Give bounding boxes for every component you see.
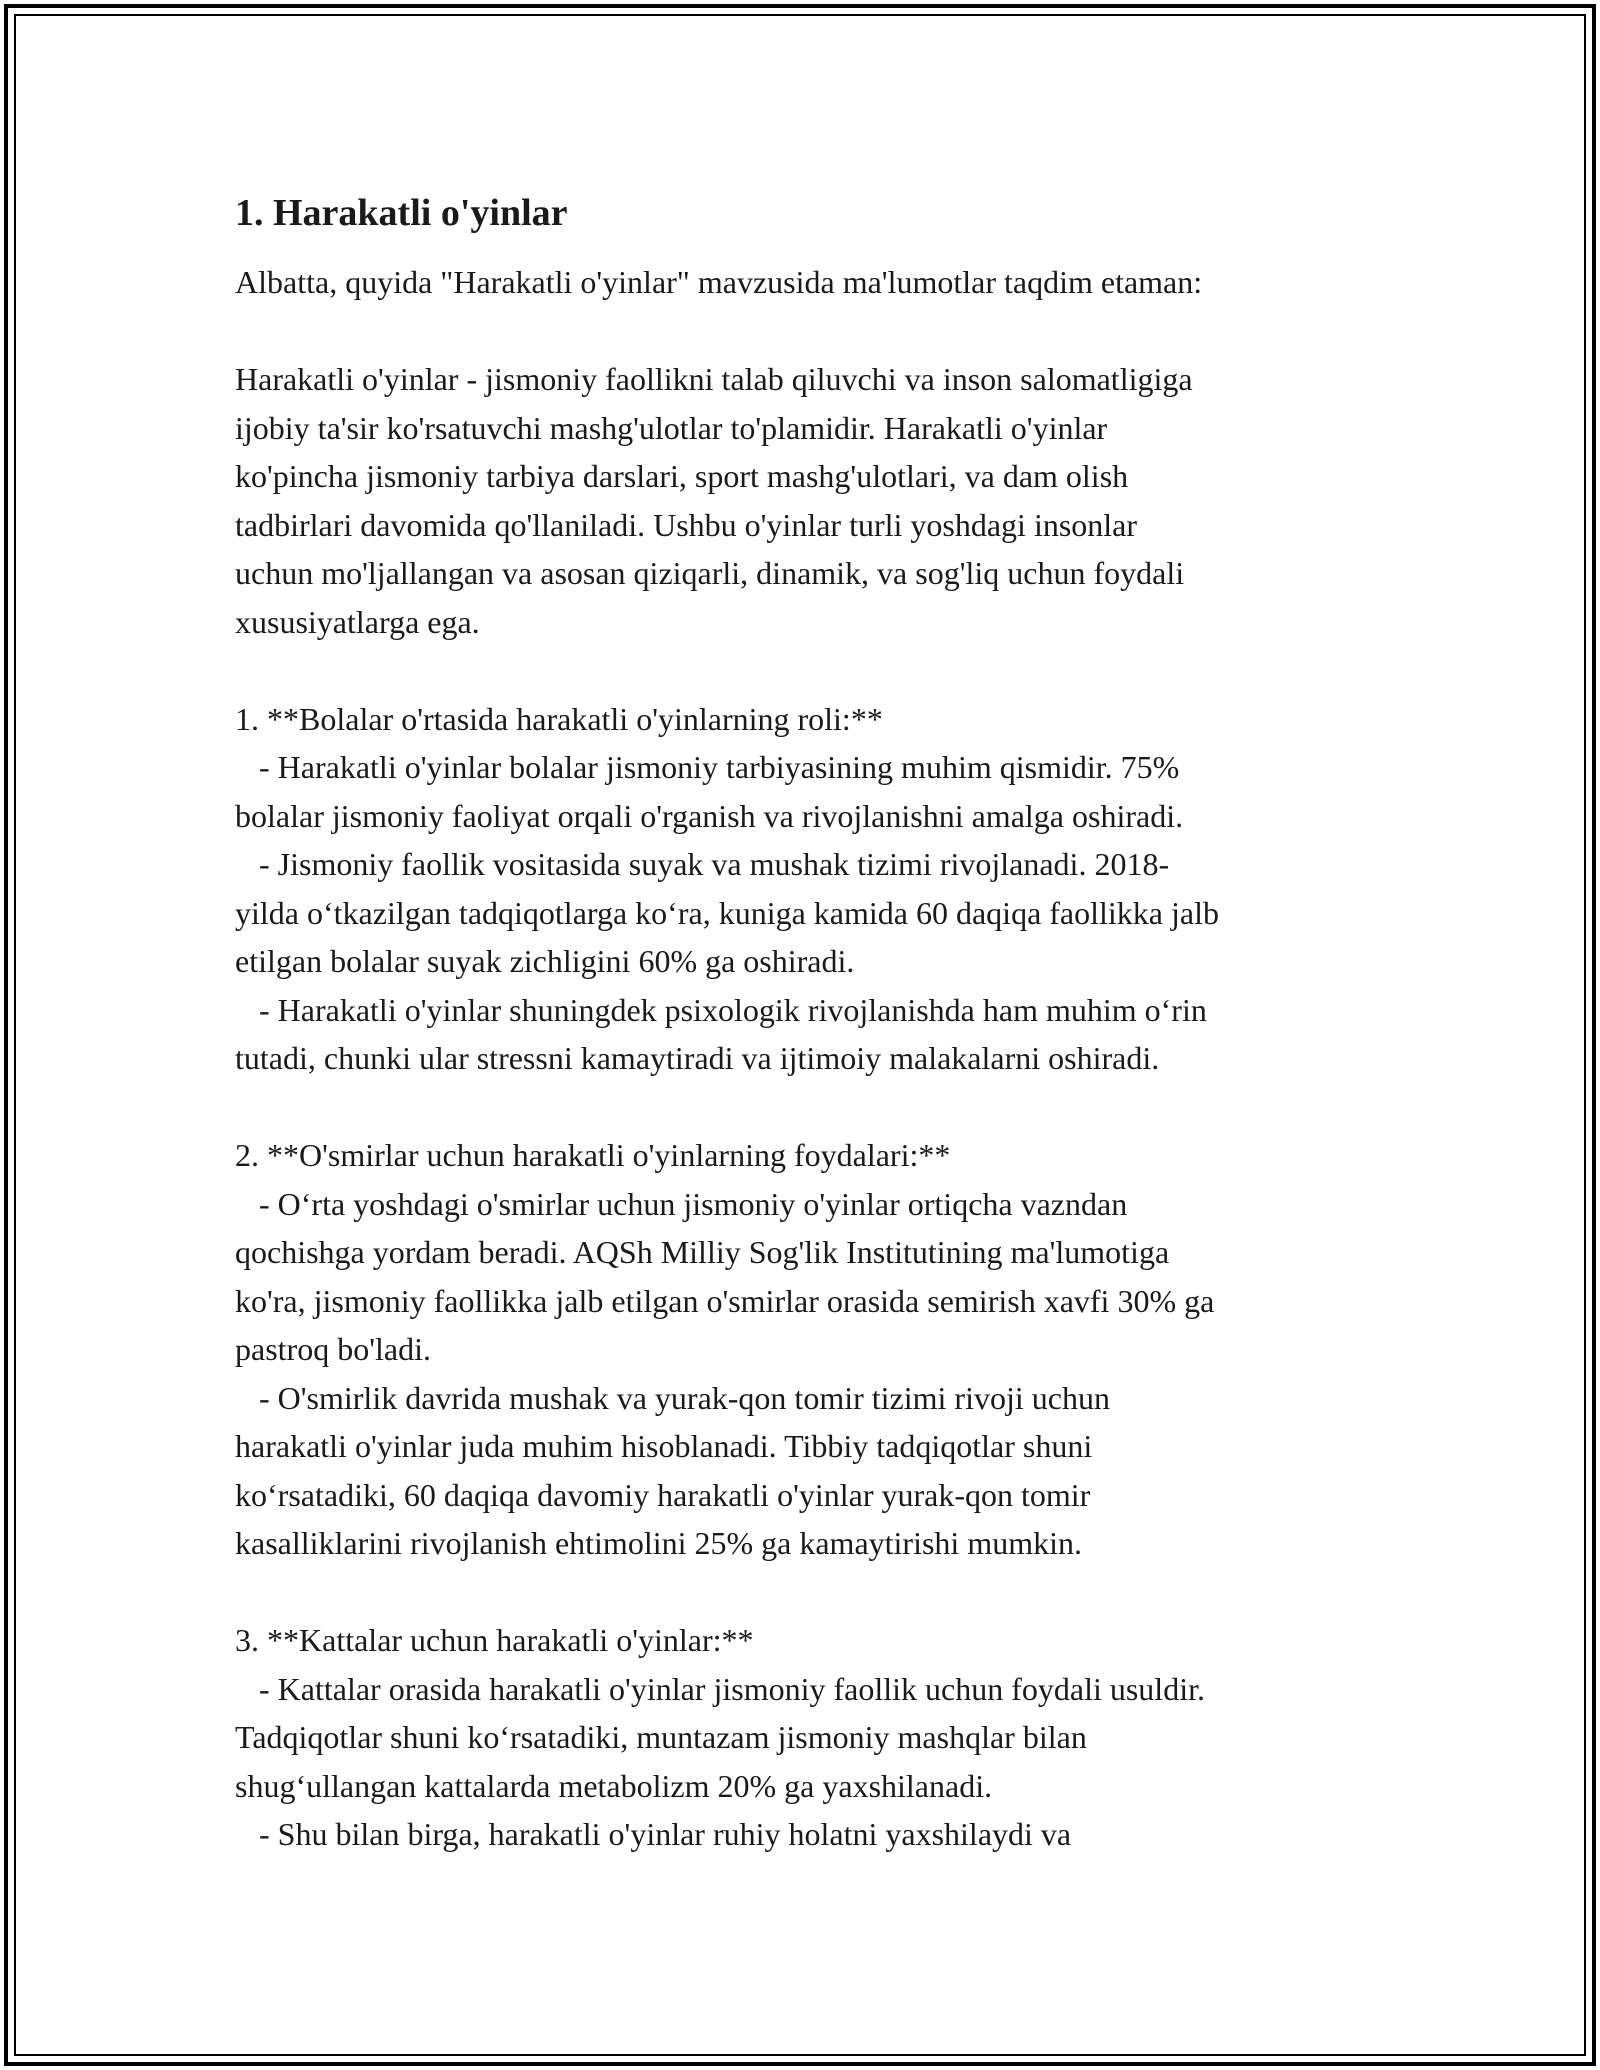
paragraph-spacer <box>235 1083 1385 1132</box>
definition-paragraph: Harakatli o'yinlar - jismoniy faollikni talab qiluvchi va inson salomatligiga ijobiy ta'sir ko'rsatuvchi mashg'ulotlar to'plamidir. Harakatli o'yinlar ko'pincha jismoniy tarbiya darslari, sport mashg'ulotlari, va dam olish tadbirlari davomida qo'llaniladi. Ushbu o'yinlar turli yoshdagi insonlar uchun mo'ljallangan va asosan qiziqarli, dinamik, va sog'liq uchun foydali xususiyatlarga ega. <box>235 361 1193 640</box>
document-title: 1. Harakatli o'yinlar <box>235 192 568 234</box>
section-adults: 3. **Kattalar uchun harakatli o'yinlar:** - Kattalar orasida harakatli o'yinlar jismoniy faollik uchun foydali usuldir. Tadqiqotlar shuni ko‘rsatadiki, muntazam jismoniy mashqlar bilan shug‘ullangan kattalarda metabolizm 20% ga yaxshilanadi. - Shu bilan birga, harakatli o'yinlar ruhiy holatni yaxshilaydi va <box>235 1622 1205 1852</box>
section-teenagers: 2. **O'smirlar uchun harakatli o'yinlarning foydalari:** - O‘rta yoshdagi o'smirlar uchun jismoniy o'yinlar ortiqcha vazndan qochishga yordam beradi. AQSh Milliy Sog'lik Institutining ma'lumotiga ko'ra, jismoniy faollikka jalb etilgan o'smirlar orasida semirish xavfi 30% ga pastroq bo'ladi. - O'smirlik davrida mushak va yurak-qon tomir tizimi rivoji uchun harakatli o'yinlar juda muhim hisoblanadi. Tibbiy tadqiqotlar shuni ko‘rsatadiki, 60 daqiqa davomiy harakatli o'yinlar yurak-qon tomir kasalliklarini rivojlanish ehtimolini 25% ga kamaytirishi mumkin. <box>235 1137 1215 1561</box>
paragraph-spacer <box>235 307 1385 356</box>
section-children: 1. **Bolalar o'rtasida harakatli o'yinlarning roli:** - Harakatli o'yinlar bolalar jismoniy tarbiyasining muhim qismidir. 75% bolalar jismoniy faoliyat orqali o'rganish va rivojlanishni amalga oshiradi. - Jismoniy faollik vositasida suyak va mushak tizimi rivojlanadi. 2018- yilda o‘tkazilgan tadqiqotlarga ko‘ra, kuniga kamida 60 daqiqa faollikka jalb etilgan bolalar suyak zichligini 60% ga oshiradi. - Harakatli o'yinlar shuningdek psixologik rivojlanishda ham muhim o‘rin tutadi, chunki ular stressni kamaytiradi va ijtimoiy malakalarni oshiradi. <box>235 700 1219 1076</box>
document-page <box>235 188 1385 1859</box>
intro-paragraph: Albatta, quyida "Harakatli o'yinlar" mavzusida ma'lumotlar taqdim etaman: <box>235 264 1203 300</box>
paragraph-spacer <box>235 646 1385 695</box>
paragraph-spacer <box>235 1568 1385 1617</box>
